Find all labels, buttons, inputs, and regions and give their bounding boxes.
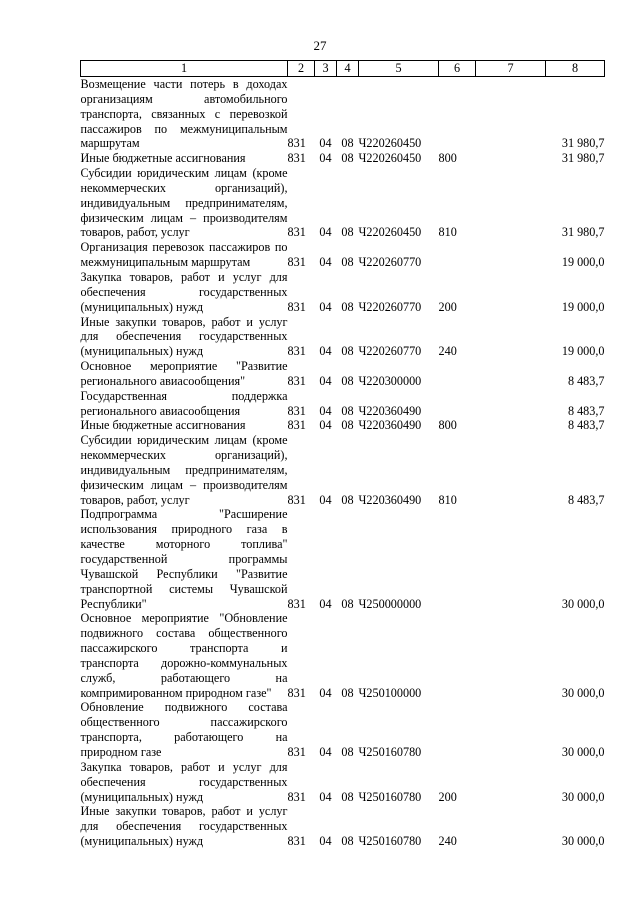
- row-section-code: 04: [319, 403, 332, 418]
- row-subsection-code: 08: [341, 789, 354, 804]
- row-amount: 30 000,0: [561, 596, 605, 611]
- row-target-article: Ч220260770: [358, 299, 422, 314]
- row-admin-code: 831: [287, 373, 306, 388]
- row-subsection-code: 08: [341, 596, 354, 611]
- row-subsection-code: 08: [341, 418, 354, 433]
- row-admin-code: 831: [287, 225, 306, 240]
- column-header-subsection: 4: [337, 61, 359, 77]
- row-target-article: Ч220360490: [358, 492, 422, 507]
- table-row: [81, 151, 605, 166]
- row-expense-type: 810: [438, 492, 457, 507]
- table-row: [81, 433, 605, 507]
- row-name: Основное мероприятие "Обновление подвижного состава общественного пассажирского транспорта и транспорта дорожно-коммунальных служб, работающего на компримированном природном газе": [80, 611, 288, 700]
- row-target-article: Ч250160780: [358, 744, 422, 759]
- row-subsection-code: 08: [341, 255, 354, 270]
- row-col7: [476, 315, 546, 360]
- row-admin-code: 831: [287, 255, 306, 270]
- row-admin-code: 831: [287, 403, 306, 418]
- row-section-code: 04: [319, 418, 332, 433]
- table-row: [81, 240, 605, 270]
- row-name: Государственная поддержка регионального авиасообщения: [80, 388, 288, 418]
- row-name: Субсидии юридическим лицам (кроме некоммерческих организаций), индивидуальным предпринимателям, физическим лицам – производителям товаров, работ, услуг: [80, 433, 288, 507]
- row-amount: 31 980,7: [561, 225, 605, 240]
- row-amount: 31 980,7: [561, 136, 605, 151]
- row-name: Обновление подвижного состава общественного пассажирского транспорта, работающего на природном газе: [80, 700, 288, 759]
- row-name: Иные бюджетные ассигнования: [80, 151, 246, 166]
- row-target-article: Ч220260450: [358, 225, 422, 240]
- row-admin-code: 831: [287, 789, 306, 804]
- row-section-code: 04: [319, 151, 332, 166]
- row-subsection-code: 08: [341, 151, 354, 166]
- row-expense-type: [439, 359, 476, 389]
- row-section-code: 04: [319, 834, 332, 849]
- table-row: [81, 359, 605, 389]
- row-subsection-code: 08: [341, 834, 354, 849]
- row-target-article: Ч250160780: [358, 789, 422, 804]
- row-expense-type: [439, 700, 476, 759]
- row-target-article: Ч220360490: [358, 418, 422, 433]
- row-col7: [476, 418, 546, 433]
- row-amount: 30 000,0: [561, 834, 605, 849]
- table-row: [81, 389, 605, 419]
- row-section-code: 04: [319, 344, 332, 359]
- row-amount: 30 000,0: [561, 789, 605, 804]
- row-section-code: 04: [319, 685, 332, 700]
- budget-table: [80, 60, 605, 849]
- row-name: Организация перевозок пассажиров по межмуниципальным маршрутам: [80, 240, 288, 270]
- row-section-code: 04: [319, 744, 332, 759]
- row-name: Субсидии юридическим лицам (кроме некоммерческих организаций), индивидуальным предпринимателям, физическим лицам – производителям товаров, работ, услуг: [80, 166, 288, 240]
- column-header-section: 3: [315, 61, 337, 77]
- row-subsection-code: 08: [341, 685, 354, 700]
- row-col7: [476, 389, 546, 419]
- row-admin-code: 831: [287, 492, 306, 507]
- row-section-code: 04: [319, 136, 332, 151]
- row-subsection-code: 08: [341, 225, 354, 240]
- row-amount: 8 483,7: [567, 403, 605, 418]
- row-target-article: Ч220360490: [358, 403, 422, 418]
- row-target-article: Ч220260770: [358, 344, 422, 359]
- row-target-article: Ч250000000: [358, 596, 422, 611]
- row-admin-code: 831: [287, 344, 306, 359]
- row-expense-type: 800: [438, 151, 457, 166]
- row-amount: 19 000,0: [561, 299, 605, 314]
- row-col7: [476, 359, 546, 389]
- column-header-amount: 8: [546, 61, 605, 77]
- row-col7: [476, 166, 546, 240]
- row-col7: [476, 270, 546, 315]
- row-expense-type: [439, 611, 476, 700]
- row-subsection-code: 08: [341, 373, 354, 388]
- row-admin-code: 831: [287, 596, 306, 611]
- table-row: [81, 418, 605, 433]
- row-section-code: 04: [319, 299, 332, 314]
- row-admin-code: 831: [287, 136, 306, 151]
- row-section-code: 04: [319, 789, 332, 804]
- row-subsection-code: 08: [341, 403, 354, 418]
- row-section-code: 04: [319, 492, 332, 507]
- row-name: Закупка товаров, работ и услуг для обеспечения государственных (муниципальных) нужд: [80, 759, 288, 804]
- row-col7: [476, 240, 546, 270]
- row-col7: [476, 611, 546, 700]
- row-col7: [476, 151, 546, 166]
- row-col7: [476, 804, 546, 849]
- row-target-article: Ч220260450: [358, 151, 422, 166]
- page-number: 27: [313, 38, 327, 53]
- row-amount: 31 980,7: [561, 151, 605, 166]
- row-amount: 19 000,0: [561, 344, 605, 359]
- row-section-code: 04: [319, 255, 332, 270]
- row-amount: 19 000,0: [561, 255, 605, 270]
- row-target-article: Ч250160780: [358, 834, 422, 849]
- row-expense-type: 810: [438, 225, 457, 240]
- row-col7: [476, 77, 546, 152]
- row-subsection-code: 08: [341, 492, 354, 507]
- table-row: [81, 611, 605, 700]
- row-amount: 30 000,0: [561, 744, 605, 759]
- row-name: Иные закупки товаров, работ и услуг для обеспечения государственных (муниципальных) нужд: [80, 804, 288, 849]
- row-target-article: Ч220260450: [358, 136, 422, 151]
- table-row: [81, 315, 605, 360]
- row-section-code: 04: [319, 373, 332, 388]
- column-header-name: 1: [81, 61, 288, 77]
- row-subsection-code: 08: [341, 136, 354, 151]
- row-expense-type: [439, 507, 476, 611]
- row-expense-type: [439, 389, 476, 419]
- column-header-target-article: 5: [359, 61, 439, 77]
- row-expense-type: [439, 77, 476, 152]
- row-admin-code: 831: [287, 299, 306, 314]
- row-name: Иные бюджетные ассигнования: [80, 418, 246, 433]
- row-expense-type: 240: [438, 344, 457, 359]
- row-name: Иные закупки товаров, работ и услуг для обеспечения государственных (муниципальных) нужд: [80, 314, 288, 359]
- row-name: Основное мероприятие "Развитие регионального авиасообщения": [80, 359, 288, 388]
- table-row: [81, 270, 605, 315]
- row-target-article: Ч250100000: [358, 685, 422, 700]
- row-admin-code: 831: [287, 834, 306, 849]
- row-expense-type: [439, 240, 476, 270]
- column-header-expense-type: 6: [439, 61, 476, 77]
- row-expense-type: 240: [438, 834, 457, 849]
- table-row: [81, 166, 605, 240]
- row-admin-code: 831: [287, 418, 306, 433]
- row-expense-type: 800: [438, 418, 457, 433]
- row-subsection-code: 08: [341, 744, 354, 759]
- row-name: Подпрограмма "Расширение использования природного газа в качестве моторного топлива" государственной программы Чувашской Республики "Развитие транспортной системы Чувашской Республики": [80, 507, 288, 611]
- row-amount: 8 483,7: [567, 373, 605, 388]
- row-section-code: 04: [319, 596, 332, 611]
- row-admin-code: 831: [287, 744, 306, 759]
- table-row: [81, 77, 605, 152]
- row-admin-code: 831: [287, 151, 306, 166]
- table-row: [81, 760, 605, 805]
- header-row: [81, 61, 605, 77]
- row-expense-type: 200: [438, 299, 457, 314]
- row-subsection-code: 08: [341, 299, 354, 314]
- row-col7: [476, 433, 546, 507]
- row-expense-type: 200: [438, 789, 457, 804]
- row-col7: [476, 760, 546, 805]
- row-name: Закупка товаров, работ и услуг для обеспечения государственных (муниципальных) нужд: [80, 269, 288, 314]
- table-row: [81, 507, 605, 611]
- column-header-admin: 2: [288, 61, 315, 77]
- row-subsection-code: 08: [341, 344, 354, 359]
- row-section-code: 04: [319, 225, 332, 240]
- row-amount: 30 000,0: [561, 685, 605, 700]
- table-row: [81, 700, 605, 759]
- row-target-article: Ч220260770: [358, 255, 422, 270]
- row-col7: [476, 700, 546, 759]
- row-col7: [476, 507, 546, 611]
- table-row: [81, 804, 605, 849]
- row-amount: 8 483,7: [567, 418, 605, 433]
- row-amount: 8 483,7: [567, 492, 605, 507]
- row-target-article: Ч220300000: [358, 373, 422, 388]
- row-name: Возмещение части потерь в доходах организациям автомобильного транспорта, связанных с перевозкой пассажиров по межмуниципальным маршрутам: [80, 77, 288, 151]
- row-admin-code: 831: [287, 685, 306, 700]
- column-header-7: 7: [476, 61, 546, 77]
